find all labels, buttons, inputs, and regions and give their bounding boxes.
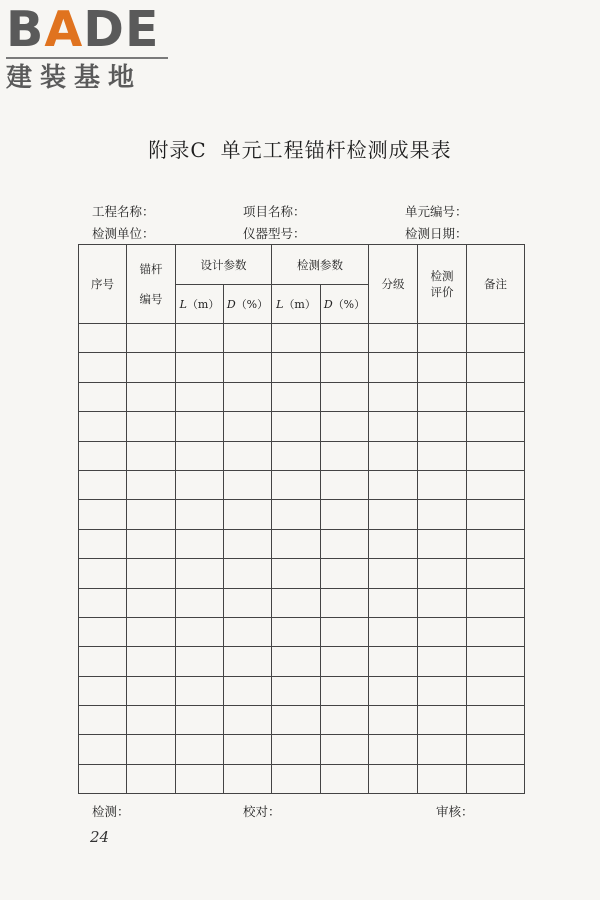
- table-row: [79, 676, 525, 705]
- header-grade: 分级: [369, 245, 418, 324]
- table-row: [79, 735, 525, 764]
- table-row: [79, 382, 525, 411]
- table-cell[interactable]: [224, 324, 272, 353]
- subheader-test-length: L（m）: [272, 285, 321, 324]
- table-cell[interactable]: [224, 470, 272, 499]
- table-row: [79, 588, 525, 617]
- header-seq: 序号: [79, 245, 127, 324]
- table-row: [79, 412, 525, 441]
- table-cell[interactable]: [79, 441, 127, 470]
- table-cell[interactable]: [467, 647, 525, 676]
- table-cell[interactable]: [369, 676, 418, 705]
- table-cell[interactable]: [369, 559, 418, 588]
- table-cell[interactable]: [272, 441, 321, 470]
- table-cell[interactable]: [321, 735, 369, 764]
- footer-inspector: 检测：: [92, 804, 130, 819]
- header-evaluation: 检测 评价: [418, 245, 467, 324]
- table-cell[interactable]: [272, 735, 321, 764]
- field-test-unit: 检测单位：: [92, 226, 155, 241]
- table-cell[interactable]: [79, 617, 127, 646]
- appendix-label: 附录C: [148, 138, 207, 162]
- table-cell[interactable]: [418, 647, 467, 676]
- field-unit-no: 单元编号：: [405, 204, 468, 219]
- table-cell[interactable]: [321, 470, 369, 499]
- table-cell[interactable]: [224, 500, 272, 529]
- table-cell[interactable]: [321, 764, 369, 793]
- table-cell[interactable]: [272, 353, 321, 382]
- table-row: [79, 706, 525, 735]
- table-cell[interactable]: [272, 617, 321, 646]
- field-test-date: 检测日期：: [405, 226, 468, 241]
- table-cell[interactable]: [127, 529, 176, 558]
- table-cell[interactable]: [321, 559, 369, 588]
- table-cell[interactable]: [467, 353, 525, 382]
- footer-reviewer: 审核：: [436, 804, 474, 819]
- table-row: [79, 353, 525, 382]
- table-cell[interactable]: [176, 324, 224, 353]
- table-cell[interactable]: [127, 647, 176, 676]
- table-cell[interactable]: [467, 382, 525, 411]
- header-anchor-no: 锚杆 编号: [127, 245, 176, 324]
- table-row: [79, 559, 525, 588]
- table-cell[interactable]: [127, 559, 176, 588]
- table-cell[interactable]: [79, 764, 127, 793]
- table-cell[interactable]: [467, 588, 525, 617]
- table-cell[interactable]: [467, 559, 525, 588]
- table-cell[interactable]: [79, 588, 127, 617]
- table-cell[interactable]: [467, 617, 525, 646]
- table-cell[interactable]: [418, 353, 467, 382]
- table-row: [79, 617, 525, 646]
- table-cell[interactable]: [369, 529, 418, 558]
- table-cell[interactable]: [369, 500, 418, 529]
- table-cell[interactable]: [127, 382, 176, 411]
- table-cell[interactable]: [127, 412, 176, 441]
- table-cell[interactable]: [418, 529, 467, 558]
- table-cell[interactable]: [321, 500, 369, 529]
- table-cell[interactable]: [79, 500, 127, 529]
- table-cell[interactable]: [369, 706, 418, 735]
- table-cell[interactable]: [79, 676, 127, 705]
- table-cell[interactable]: [176, 676, 224, 705]
- logo-wordmark: BADE: [6, 1, 160, 58]
- table-cell[interactable]: [467, 676, 525, 705]
- table-row: [79, 324, 525, 353]
- table-cell[interactable]: [79, 412, 127, 441]
- table-cell[interactable]: [369, 324, 418, 353]
- table-cell[interactable]: [467, 706, 525, 735]
- table-title: 单元工程锚杆检测成果表: [220, 138, 452, 162]
- table-cell[interactable]: [176, 764, 224, 793]
- table-cell[interactable]: [369, 412, 418, 441]
- table-cell[interactable]: [418, 764, 467, 793]
- table-cell[interactable]: [369, 764, 418, 793]
- table-row: [79, 529, 525, 558]
- document-title: [0, 134, 600, 163]
- table-row: [79, 647, 525, 676]
- table-cell[interactable]: [321, 324, 369, 353]
- table-cell[interactable]: [79, 470, 127, 499]
- table-cell[interactable]: [467, 500, 525, 529]
- table-cell[interactable]: [467, 470, 525, 499]
- table-cell[interactable]: [321, 382, 369, 411]
- table-cell[interactable]: [79, 559, 127, 588]
- table-cell[interactable]: [79, 353, 127, 382]
- table-cell[interactable]: [467, 529, 525, 558]
- table-cell[interactable]: [224, 353, 272, 382]
- table-cell[interactable]: [467, 764, 525, 793]
- subheader-design-length: L（m）: [176, 285, 224, 324]
- table-cell[interactable]: [369, 617, 418, 646]
- table-cell[interactable]: [176, 382, 224, 411]
- table-cell[interactable]: [369, 441, 418, 470]
- table-cell[interactable]: [127, 764, 176, 793]
- table-cell[interactable]: [272, 470, 321, 499]
- table-cell[interactable]: [272, 764, 321, 793]
- table-cell[interactable]: [272, 324, 321, 353]
- table-cell[interactable]: [127, 441, 176, 470]
- table-cell[interactable]: [224, 559, 272, 588]
- table-cell[interactable]: [79, 706, 127, 735]
- table-cell[interactable]: [418, 559, 467, 588]
- table-cell[interactable]: [369, 647, 418, 676]
- table-cell[interactable]: [321, 706, 369, 735]
- table-cell[interactable]: [321, 441, 369, 470]
- table-cell[interactable]: [176, 735, 224, 764]
- table-cell[interactable]: [272, 559, 321, 588]
- table-cell[interactable]: [272, 500, 321, 529]
- table-cell[interactable]: [176, 529, 224, 558]
- table-cell[interactable]: [224, 412, 272, 441]
- table-cell[interactable]: [467, 735, 525, 764]
- table-cell[interactable]: [272, 676, 321, 705]
- table-cell[interactable]: [418, 470, 467, 499]
- table-cell[interactable]: [176, 559, 224, 588]
- table-cell[interactable]: [272, 647, 321, 676]
- table-cell[interactable]: [369, 470, 418, 499]
- table-cell[interactable]: [127, 500, 176, 529]
- table-cell[interactable]: [79, 647, 127, 676]
- table-cell[interactable]: [176, 353, 224, 382]
- table-row: [79, 470, 525, 499]
- table-row: [79, 441, 525, 470]
- bade-logo: [6, 1, 168, 95]
- table-cell[interactable]: [127, 470, 176, 499]
- table-cell[interactable]: [176, 500, 224, 529]
- header-remark: 备注: [467, 245, 525, 324]
- table-cell[interactable]: [224, 529, 272, 558]
- table-cell[interactable]: [176, 441, 224, 470]
- table-cell[interactable]: [467, 441, 525, 470]
- subheader-design-diameter: D（%）: [224, 285, 272, 324]
- table-cell[interactable]: [321, 353, 369, 382]
- table-cell[interactable]: [127, 676, 176, 705]
- table-cell[interactable]: [79, 324, 127, 353]
- table-cell[interactable]: [79, 735, 127, 764]
- table-cell[interactable]: [176, 470, 224, 499]
- table-row: [79, 500, 525, 529]
- table-cell[interactable]: [272, 382, 321, 411]
- table-cell[interactable]: [321, 412, 369, 441]
- table-cell[interactable]: [272, 588, 321, 617]
- field-project-name: 工程名称：: [92, 204, 155, 219]
- logo-subtitle: 建装基地: [6, 63, 143, 93]
- table-cell[interactable]: [224, 764, 272, 793]
- table-cell[interactable]: [176, 647, 224, 676]
- table-cell[interactable]: [127, 617, 176, 646]
- table-cell[interactable]: [369, 353, 418, 382]
- table-cell[interactable]: [79, 382, 127, 411]
- table-cell[interactable]: [127, 353, 176, 382]
- table-cell[interactable]: [418, 706, 467, 735]
- table-cell[interactable]: [418, 324, 467, 353]
- table-cell[interactable]: [176, 617, 224, 646]
- table-cell[interactable]: [321, 617, 369, 646]
- table-cell[interactable]: [272, 706, 321, 735]
- table-cell[interactable]: [369, 382, 418, 411]
- field-instrument-model: 仪器型号：: [243, 226, 306, 241]
- table-cell[interactable]: [418, 500, 467, 529]
- table-cell[interactable]: [418, 588, 467, 617]
- table-cell[interactable]: [467, 412, 525, 441]
- table-cell[interactable]: [418, 412, 467, 441]
- table-cell[interactable]: [224, 735, 272, 764]
- table-cell[interactable]: [369, 588, 418, 617]
- table-cell[interactable]: [224, 382, 272, 411]
- field-item-name: 项目名称：: [243, 204, 306, 219]
- table-cell[interactable]: [418, 617, 467, 646]
- table-cell[interactable]: [127, 706, 176, 735]
- table-cell[interactable]: [224, 441, 272, 470]
- table-cell[interactable]: [127, 735, 176, 764]
- table-cell[interactable]: [224, 617, 272, 646]
- table-cell[interactable]: [176, 588, 224, 617]
- table-row: [79, 764, 525, 793]
- table-cell[interactable]: [418, 441, 467, 470]
- header-test-params: 检测参数: [272, 245, 369, 285]
- subheader-test-diameter: D（%）: [321, 285, 369, 324]
- table-cell[interactable]: [321, 676, 369, 705]
- table-cell[interactable]: [467, 324, 525, 353]
- table-cell[interactable]: [176, 412, 224, 441]
- results-table: [78, 244, 525, 794]
- table-cell[interactable]: [418, 676, 467, 705]
- table-cell[interactable]: [321, 588, 369, 617]
- header-design-params: 设计参数: [176, 245, 272, 285]
- table-cell[interactable]: [418, 382, 467, 411]
- table-cell[interactable]: [272, 412, 321, 441]
- table-cell[interactable]: [224, 588, 272, 617]
- table-cell[interactable]: [418, 735, 467, 764]
- table-cell[interactable]: [79, 529, 127, 558]
- table-cell[interactable]: [127, 324, 176, 353]
- table-cell[interactable]: [127, 588, 176, 617]
- table-cell[interactable]: [321, 647, 369, 676]
- table-cell[interactable]: [272, 529, 321, 558]
- footer-checker: 校对：: [243, 804, 281, 819]
- table-cell[interactable]: [369, 735, 418, 764]
- table-cell[interactable]: [176, 706, 224, 735]
- page-number: 24: [90, 828, 110, 846]
- table-cell[interactable]: [224, 676, 272, 705]
- table-cell[interactable]: [224, 647, 272, 676]
- table-cell[interactable]: [321, 529, 369, 558]
- table-cell[interactable]: [224, 706, 272, 735]
